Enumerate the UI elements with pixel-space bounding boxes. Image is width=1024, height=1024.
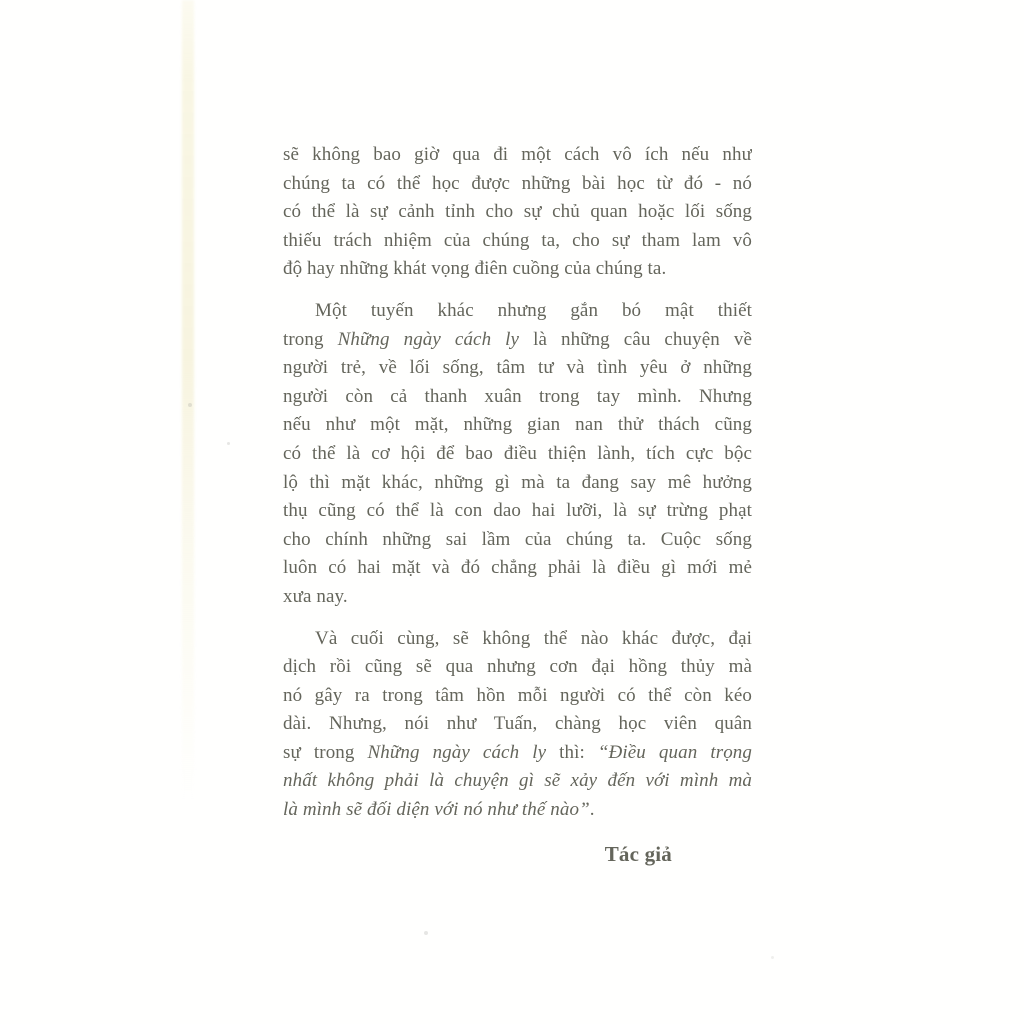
italic-text-segment: Những ngày cách ly: [337, 328, 520, 350]
text-line: [283, 198, 752, 227]
text-segment: trong: [283, 328, 338, 350]
text-segment: Một tuyến khác nhưng gắn bó mật thiết: [315, 299, 752, 321]
text-line: [283, 383, 752, 412]
text-segment: độ hay những khát vọng điên cuồng của chúng ta.: [283, 258, 667, 280]
text-segment: người còn cả thanh xuân trong tay mình. Nhưng: [283, 385, 752, 407]
text-segment: dịch rồi cũng sẽ qua nhưng cơn đại hồng thủy mà: [283, 656, 752, 678]
text-line: [283, 739, 752, 768]
text-segment: thụ cũng có thể là con dao hai lưỡi, là sự trừng phạt: [283, 500, 752, 522]
text-segment: sẽ không bao giờ qua đi một cách vô ích nếu như: [283, 144, 752, 165]
text-line: [283, 469, 752, 498]
paragraph: [283, 625, 752, 825]
text-line: [283, 710, 752, 739]
text-line: [283, 440, 752, 469]
text-line: [283, 682, 752, 711]
page-edge-line: [182, 0, 194, 800]
italic-text-segment: là mình sẽ đối diện với nó như thế nào”: [283, 799, 590, 821]
scan-speck: [227, 442, 230, 445]
italic-text-segment: Những ngày cách ly: [367, 741, 547, 763]
scan-speck: [424, 931, 428, 935]
text-block: [283, 141, 752, 868]
text-line: [283, 497, 752, 526]
text-segment: có thể là cơ hội để bao điều thiện lành, tích cực bộc: [283, 442, 752, 464]
paragraph: [283, 297, 752, 612]
text-line: [283, 255, 752, 284]
text-segment: luôn có hai mặt và đó chẳng phải là điều gì mới mẻ: [283, 557, 752, 579]
text-segment: dài. Nhưng, nói như Tuấn, chàng học viên quân: [283, 713, 752, 735]
text-line: [283, 326, 752, 355]
text-segment: nó gây ra trong tâm hồn mỗi người có thể còn kéo: [283, 684, 752, 706]
scan-speck: [771, 956, 774, 959]
scan-speck: [188, 403, 192, 407]
text-line: [283, 796, 752, 825]
text-line: [283, 526, 752, 555]
text-segment: xưa nay.: [283, 585, 348, 607]
text-segment: nếu như một mặt, những gian nan thử thách cũng: [283, 414, 752, 436]
text-segment: lộ thì mặt khác, những gì mà ta đang say mê hưởng: [283, 471, 752, 493]
text-segment: thiếu trách nhiệm của chúng ta, cho sự tham lam vô: [283, 229, 752, 251]
text-line: [283, 625, 752, 654]
text-segment: thì:: [546, 741, 598, 763]
text-line: [283, 141, 752, 170]
text-line: [283, 411, 752, 440]
text-segment: Và cuối cùng, sẽ không thể nào khác được, đại: [315, 627, 752, 649]
text-segment: là những câu chuyện về: [519, 328, 752, 350]
author-signature: Tác giả: [604, 841, 672, 866]
text-segment: chúng ta có thể học được những bài học từ đó - nó: [283, 172, 752, 194]
text-segment: sự trong: [283, 741, 368, 763]
italic-text-segment: nhất không phải là chuyện gì sẽ xảy đến với mình mà: [283, 770, 752, 792]
italic-text-segment: “Điều quan trọng: [597, 741, 752, 763]
text-line: [283, 653, 752, 682]
text-line: [283, 227, 752, 256]
text-segment: cho chính những sai lầm của chúng ta. Cuộc sống: [283, 528, 752, 550]
text-line: [283, 583, 752, 612]
text-line: [283, 767, 752, 796]
text-line: [283, 297, 752, 326]
text-line: [283, 554, 752, 583]
text-line: [283, 354, 752, 383]
text-segment: có thể là sự cảnh tỉnh cho sự chủ quan hoặc lối sống: [283, 201, 752, 223]
text-segment: .: [589, 799, 595, 821]
text-line: [283, 170, 752, 199]
text-segment: người trẻ, về lối sống, tâm tư và tình yêu ở những: [283, 357, 752, 379]
paragraph: [283, 141, 752, 284]
